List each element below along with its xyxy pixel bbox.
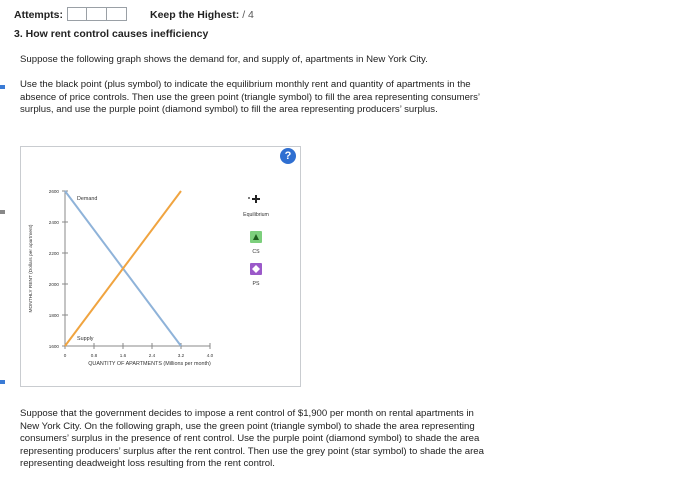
help-icon[interactable]: ? <box>280 148 296 164</box>
y-axis-title: MONTHLY RENT (Dollars per apartment) <box>29 224 34 313</box>
palette-label: Equilibrium <box>243 212 269 218</box>
y-tick-label: 1600 <box>48 344 59 349</box>
x-tick-label: 0.8 <box>90 353 98 358</box>
x-tick-label: 1.6 <box>119 353 127 358</box>
x-tick-label: 2.4 <box>148 353 156 358</box>
series-lines <box>65 191 181 346</box>
palette-ps-tool[interactable] <box>250 263 262 287</box>
plus-icon[interactable] <box>248 195 260 203</box>
tick-marks <box>49 189 214 358</box>
attempt-box <box>107 7 127 21</box>
keep-highest-text: Keep the Highest: <box>150 9 240 21</box>
x-axis-title: QUANTITY OF APARTMENTS (Millions per month) <box>88 361 211 367</box>
x-tick-label: 4.0 <box>206 353 214 358</box>
question-instructions: Use the black point (plus symbol) to indicate the equilibrium monthly rent and quantity of apartments in the absence of price controls. Then use the green point (triangle symbol) to fill the area representing consumers’ surplus, and use the purple point (diamond symbol) to fill the area representing producers’ surplus. <box>20 79 480 116</box>
rent-control-instructions: Suppose that the government decides to impose a rent control of $1,900 per month on rental apartments in New York City. On the following graph, use the green point (triangle symbol) to shade the area representing consumers’ surplus in the presence of rent control. Use the purple point (diamond symbol) to shade the area representing producers’ surplus after the rent control. Then use the grey point (star symbol) to shade the area representing deadweight loss resulting from the rent control. <box>20 408 484 470</box>
question-intro: Suppose the following graph shows the demand for, and supply of, apartments in New York City. <box>20 54 428 65</box>
y-tick-label: 2200 <box>48 251 59 256</box>
x-tick-label: 0 <box>63 353 67 358</box>
y-tick-label: 2000 <box>48 282 59 287</box>
graph-panel[interactable] <box>20 146 301 387</box>
dot <box>248 197 250 199</box>
supply-label: Supply <box>77 336 94 342</box>
supply-demand-chart[interactable] <box>21 147 302 388</box>
attempt-box <box>67 7 87 21</box>
left-edge-marker <box>0 210 5 214</box>
attempt-box <box>87 7 107 21</box>
axes <box>28 191 211 367</box>
palette-cs-tool[interactable] <box>250 231 262 255</box>
attempts-bar <box>0 0 700 30</box>
palette-label: CS <box>252 249 260 255</box>
attempts-label: Attempts: <box>14 9 63 21</box>
demand-label: Demand <box>77 196 98 202</box>
tool-palette[interactable] <box>243 195 269 287</box>
y-tick-label: 2400 <box>48 220 59 225</box>
attempt-indicators <box>67 7 127 21</box>
x-tick-label: 3.2 <box>177 353 185 358</box>
left-edge-marker <box>0 380 5 384</box>
palette-label: PS <box>252 281 260 287</box>
y-tick-label: 2600 <box>48 189 59 194</box>
keep-highest-label <box>150 9 254 21</box>
left-edge-marker <box>0 85 5 89</box>
palette-equilibrium-tool[interactable] <box>243 195 269 218</box>
y-tick-label: 1800 <box>48 313 59 318</box>
question-title: 3. How rent control causes inefficiency <box>14 28 209 40</box>
keep-highest-score: / 4 <box>242 9 254 21</box>
